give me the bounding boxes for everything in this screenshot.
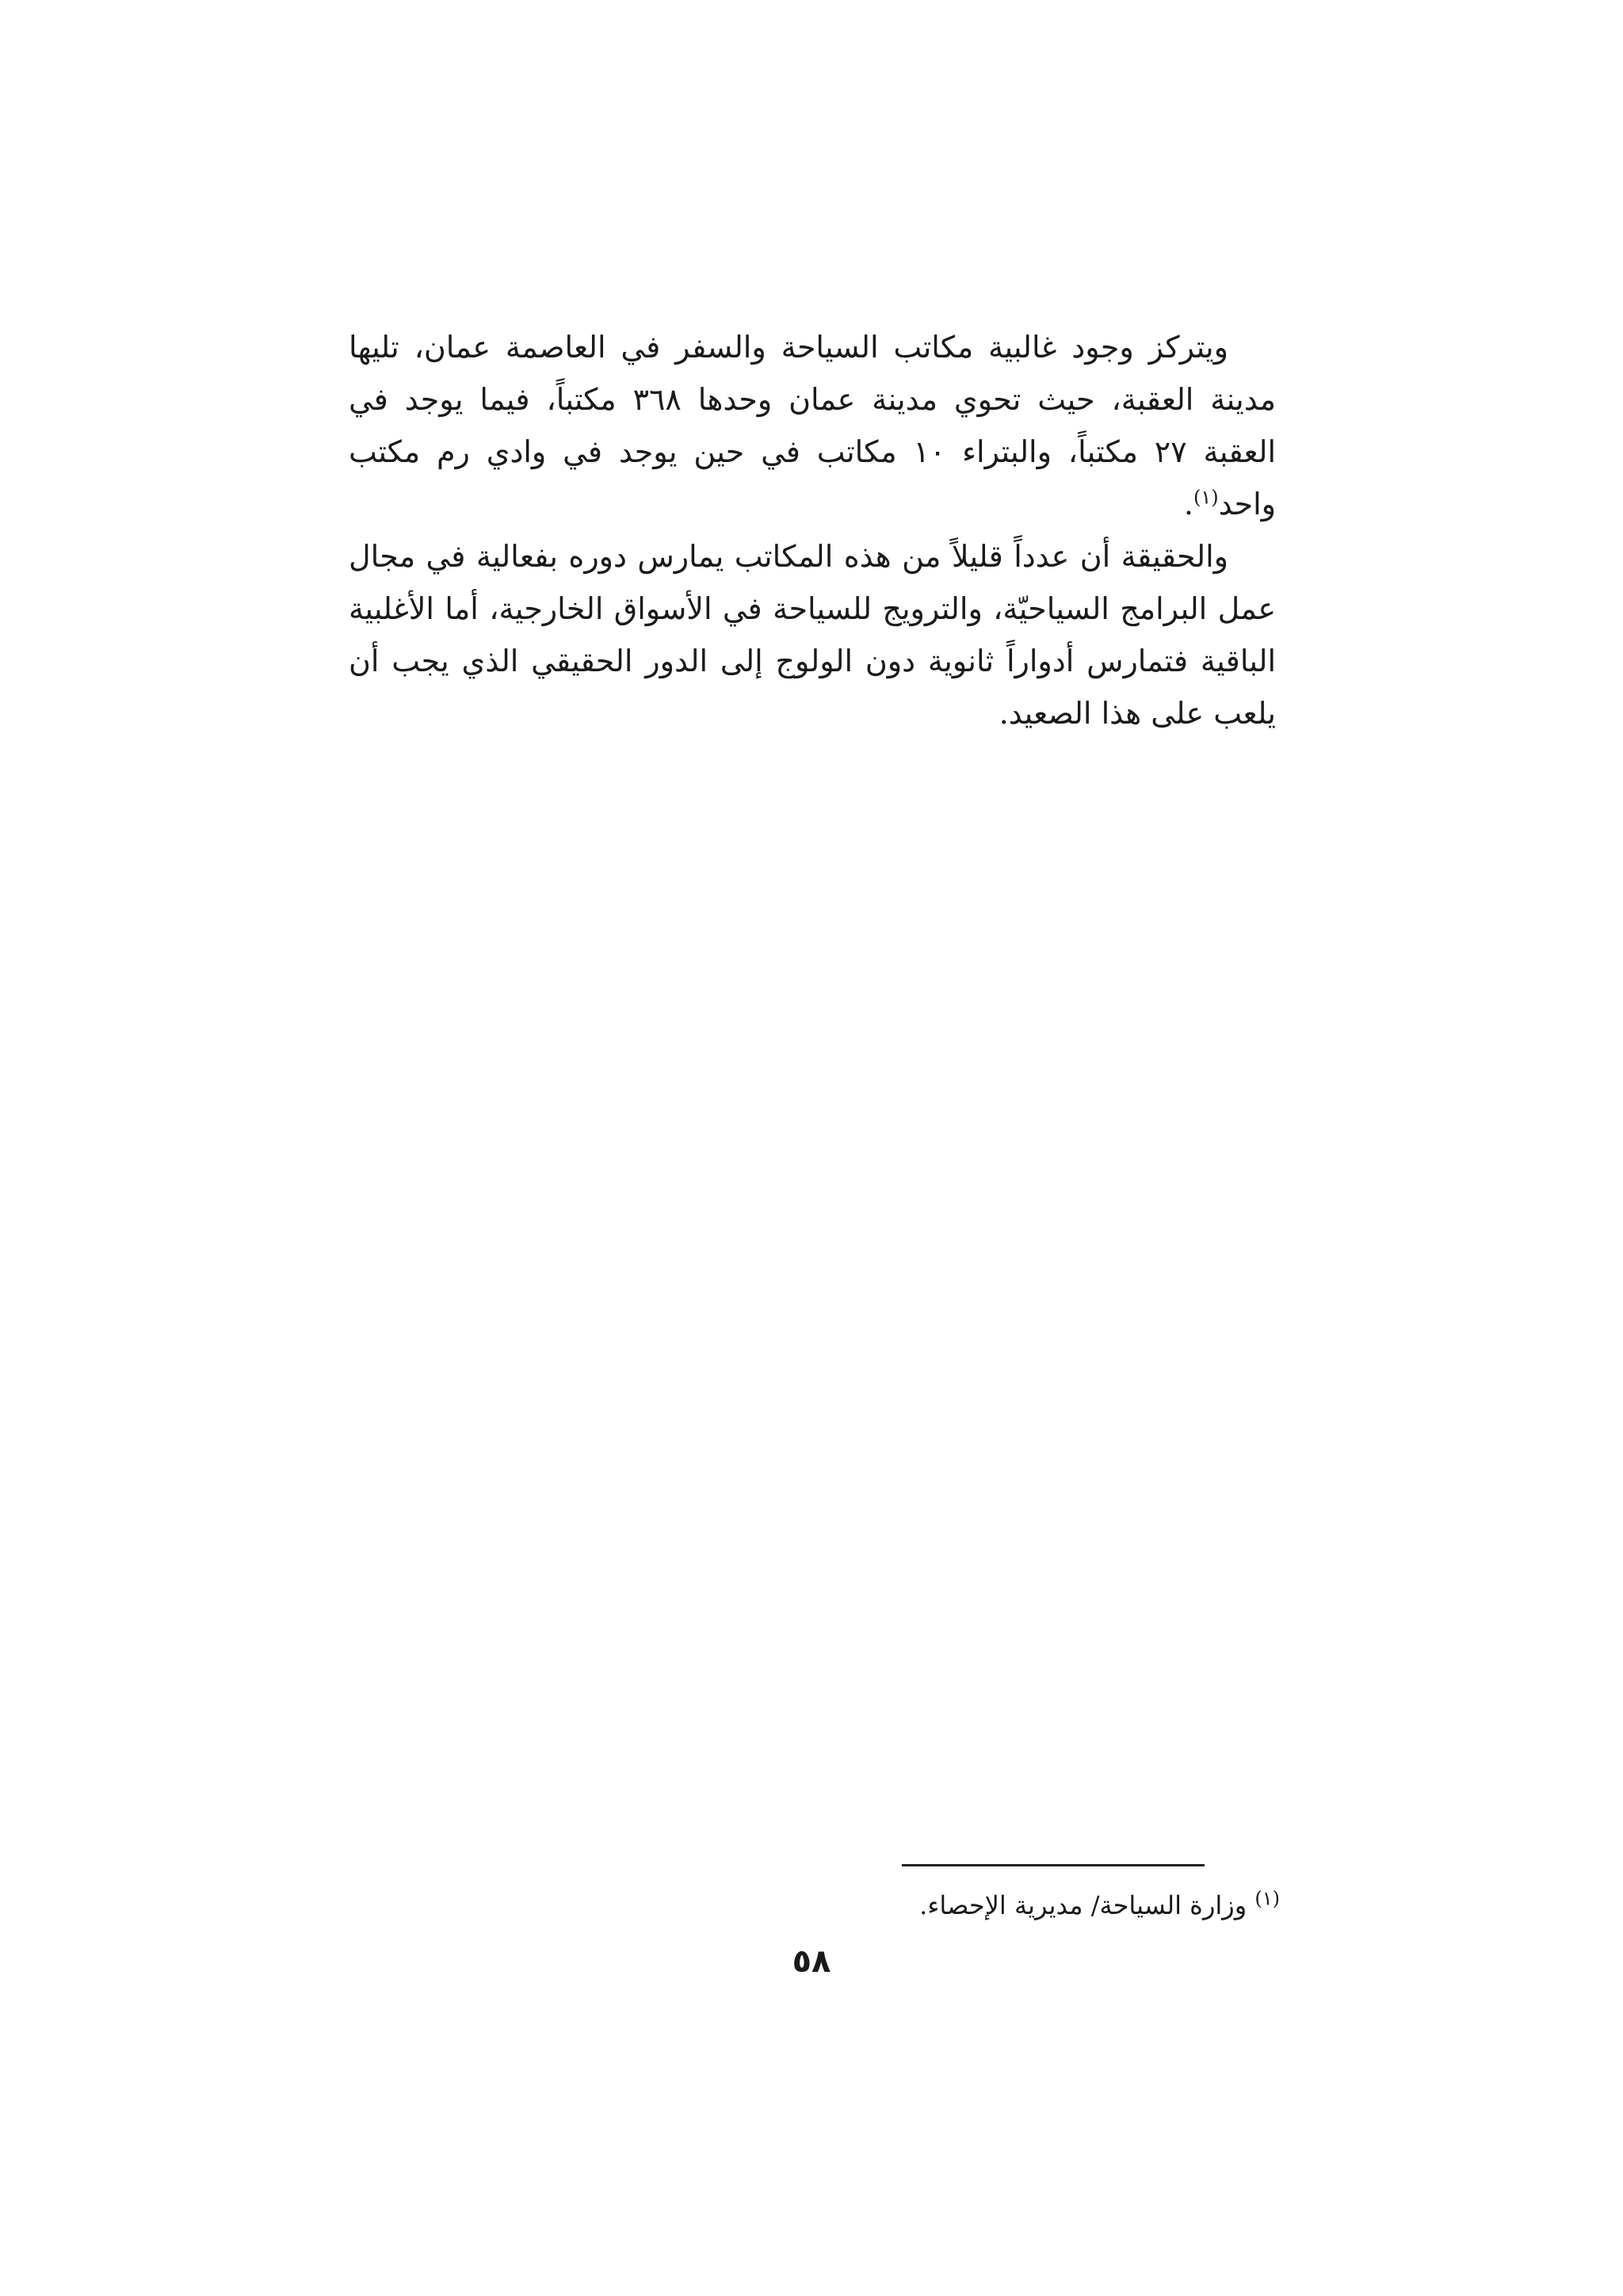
footnote — [349, 1886, 1280, 1924]
paragraph-2: والحقيقة أن عدداً قليلاً من هذه المكاتب يمارس دوره بفعالية في مجال عمل البرامج السياحيّة، والترويج للسياحة في الأسواق الخارجية، أما الأغلبية الباقية فتمارس أدواراً ثانوية دون الولوج إلى الدور الحقيقي الذي يجب أن يلعب على هذا الصعيد. — [349, 539, 1277, 731]
page-number: ٥٨ — [792, 1943, 831, 1980]
paragraph-1-text: ويتركز وجود غالبية مكاتب السياحة والسفر في العاصمة عمان، تليها مدينة العقبة، حيث تحوي مدينة عمان وحدها ٣٦٨ مكتباً، فيما يوجد في العقبة ٢٧ مكتباً، والبتراء ١٠ مكاتب في حين يوجد في وادي رم مكتب واحد — [349, 330, 1277, 521]
footnote-text: وزارة السياحة/ مديرية الإحصاء. — [919, 1890, 1247, 1920]
footnote-marker: (١) — [1254, 1887, 1280, 1910]
paragraph-1-end: . — [1183, 487, 1193, 521]
footnote-divider — [902, 1864, 1205, 1866]
paragraph-1 — [349, 321, 1276, 530]
footnote-reference: (١) — [1193, 486, 1219, 509]
body-text — [349, 321, 1276, 739]
